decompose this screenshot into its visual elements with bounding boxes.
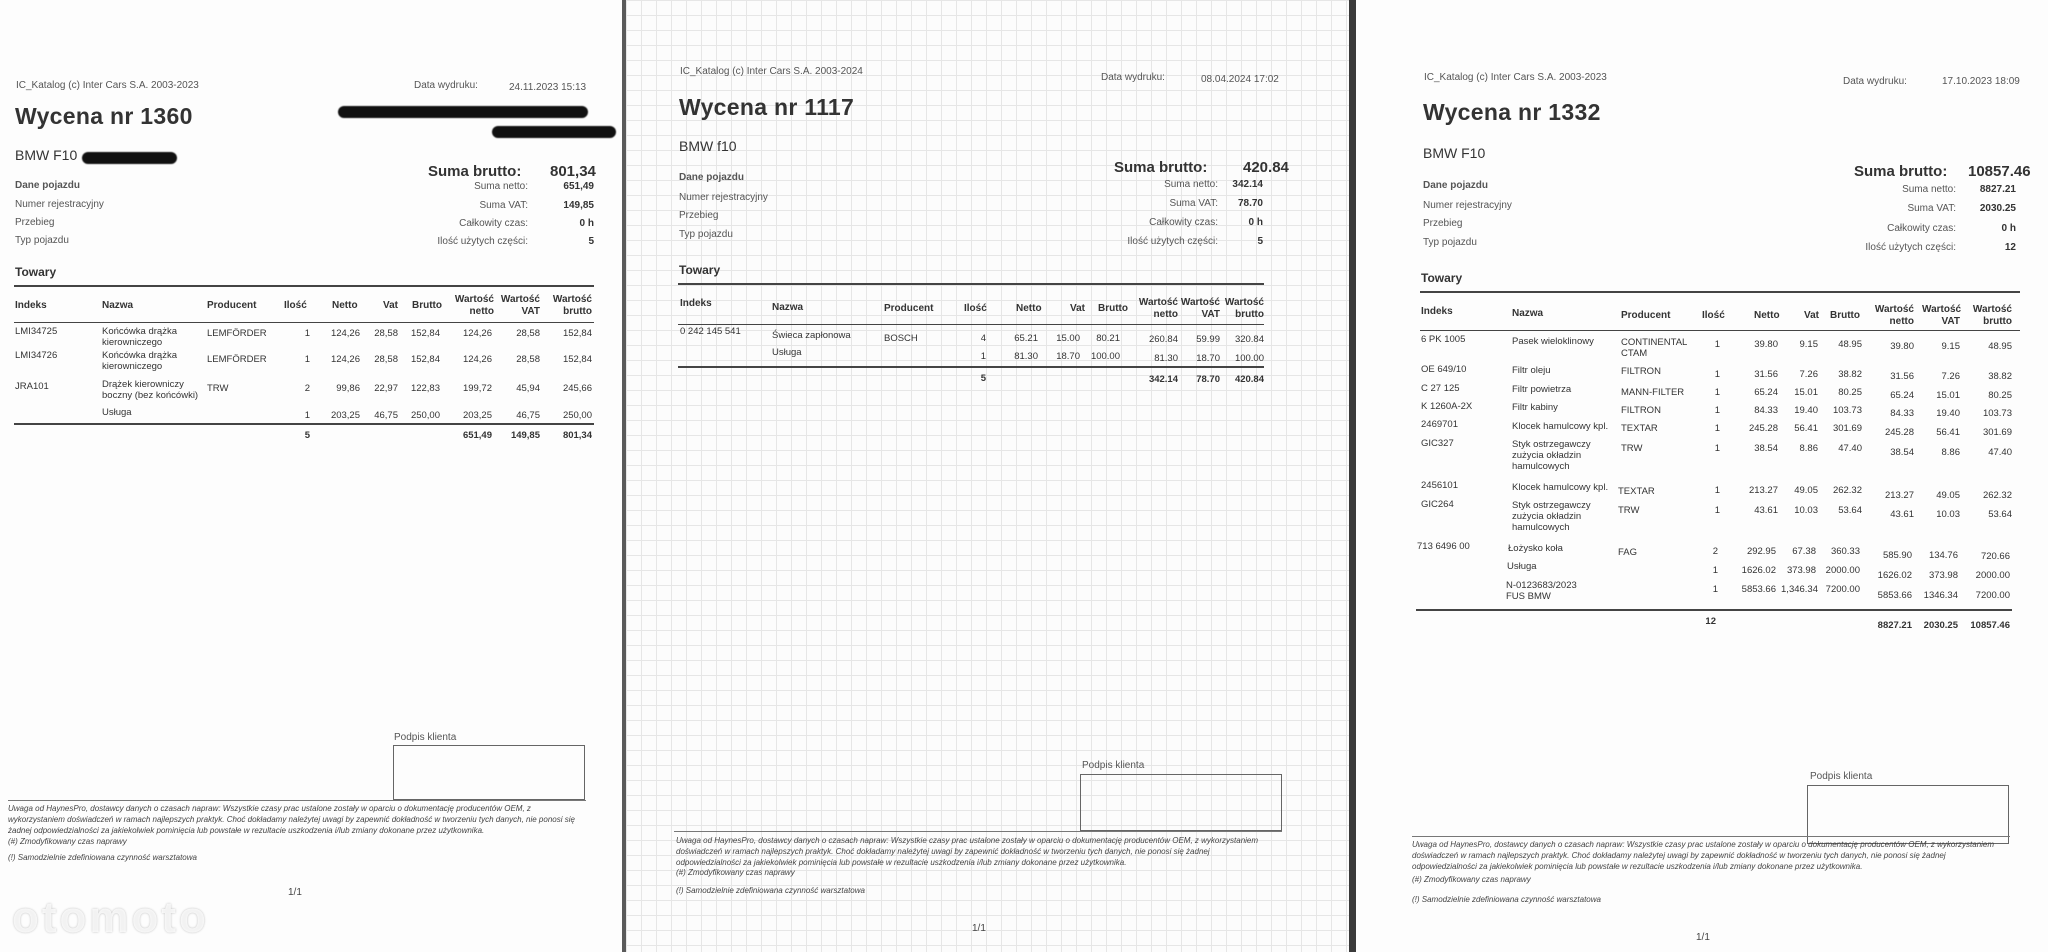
cell-value-vat: 373.98 [1928, 570, 1958, 581]
footer-note: Uwaga od HaynesPro, dostawcy danych o czasach napraw: Wszystkie czasy prac ustalone zostały w oparciu o dokumentację producentów OEM, z wykorzystaniem doświadczeń w ramach najlepszych praktyk. Choć dokładamy należytej uwagi by zapewnić dokładność w tworzeniu tych danych, nie ponosi się żadnej odpowiedzialności za jakiekolwiek pominięcia lub powstałe w rezultacie uszkodzenia i/lub zmiany dokonane przez użytkownika. [1412, 840, 1995, 871]
cell-vat: 373.98 [1786, 565, 1816, 576]
cell-netto: 39.80 [1754, 339, 1778, 350]
cell-value-brutto: 38.82 [1988, 371, 2012, 382]
total-vat: 78.70 [1196, 374, 1220, 385]
column-header: Indeks [1421, 306, 1453, 317]
goods-title: Towary [15, 265, 57, 279]
cell-value-brutto: 47.40 [1988, 447, 2012, 458]
cell-producer: TRW [1618, 505, 1640, 516]
cell-value-netto: 39.80 [1890, 341, 1914, 352]
signature-label: Podpis klienta [1810, 771, 1873, 782]
cell-value-vat: 56.41 [1936, 427, 1960, 438]
summary-label: Suma netto: [1902, 184, 1956, 195]
cell-qty: 1 [304, 328, 310, 339]
summary-label: Całkowity czas: [1149, 217, 1218, 228]
cell-qty: 1 [1714, 423, 1720, 434]
vehicle-field: Numer rejestracyjny [679, 192, 768, 203]
table-rule [678, 324, 1264, 325]
vehicle-field: Numer rejestracyjny [1423, 200, 1512, 211]
cell-value-netto: 124,26 [462, 354, 492, 365]
total-qty: 12 [1705, 616, 1716, 627]
cell-value-vat: 49.05 [1936, 490, 1960, 501]
cell-value-brutto: 720.66 [1980, 551, 2010, 562]
cell-qty: 1 [1714, 505, 1720, 516]
table-rule [14, 322, 594, 323]
cell-value-vat: 7.26 [1941, 371, 1960, 382]
signature-box [1080, 774, 1282, 831]
cell-qty: 1 [980, 351, 986, 362]
cell-netto: 38.54 [1754, 443, 1778, 454]
cell-value-vat: 28,58 [516, 354, 540, 365]
summary-label: Ilość użytych części: [1865, 242, 1956, 253]
cell-value-brutto: 100.00 [1234, 353, 1264, 364]
column-header: Nazwa [772, 302, 804, 313]
print-date: 08.04.2024 17:02 [1201, 74, 1279, 85]
summary-value: 78.70 [1237, 198, 1263, 209]
cell-qty: 1 [1714, 339, 1720, 350]
cell-name: Klocek hamulcowy kpl. [1512, 421, 1609, 432]
cell-value-vat: 28,58 [516, 328, 540, 339]
cell-value-vat: 1346.34 [1923, 590, 1958, 601]
cell-value-netto: 124,26 [462, 328, 492, 339]
table-rule [678, 366, 1264, 368]
vehicle-section: Dane pojazdu [679, 172, 745, 183]
goods-title: Towary [1421, 271, 1463, 285]
column-header: Wartość netto [454, 294, 494, 317]
print-date: 24.11.2023 15:13 [509, 82, 587, 93]
column-header: Ilość [964, 303, 987, 314]
column-header: Netto [1016, 303, 1042, 314]
cell-netto: 124,26 [330, 328, 360, 339]
column-header: Wartość VAT [500, 294, 540, 317]
cell-qty: 4 [980, 333, 986, 344]
column-header: Netto [1754, 310, 1780, 321]
vehicle-field: Przebieg [1423, 218, 1463, 229]
column-header: Nazwa [1512, 308, 1544, 319]
footer-note: (#) Zmodyfikowany czas naprawy [676, 868, 795, 877]
cell-vat: 9.15 [1799, 339, 1818, 350]
total-vat: 149,85 [510, 430, 540, 441]
summary-value: 0 h [2001, 223, 2016, 234]
cell-qty: 1 [1714, 485, 1720, 496]
cell-value-netto: 43.61 [1890, 509, 1914, 520]
cell-qty: 1 [304, 354, 310, 365]
quote-page-1360 [0, 0, 622, 952]
cell-value-vat: 45,94 [516, 383, 540, 394]
cell-netto: 65.21 [1014, 333, 1038, 344]
summary-value: 0 h [579, 218, 594, 229]
print-date-label: Data wydruku: [1101, 72, 1165, 83]
cell-value-brutto: 53.64 [1988, 509, 2012, 520]
column-header: Vat [1070, 303, 1086, 314]
cell-vat: 1,346.34 [1781, 584, 1818, 595]
sum-brutto-label: Suma brutto: [1114, 159, 1208, 176]
cell-brutto: 103.73 [1832, 405, 1862, 416]
cell-name: Końcówka drążka kierowniczego [102, 350, 177, 372]
signature-label: Podpis klienta [1082, 760, 1145, 771]
goods-title: Towary [679, 263, 721, 277]
summary-label: Suma VAT: [1907, 203, 1956, 214]
column-header: Nazwa [102, 300, 134, 311]
total-qty: 5 [980, 373, 986, 384]
column-header: Wartość brutto [1972, 304, 2012, 327]
cell-index: C 27 125 [1421, 383, 1460, 394]
cell-brutto: 301.69 [1832, 423, 1862, 434]
cell-index: LMI34725 [15, 326, 58, 337]
cell-producer: TEXTAR [1621, 423, 1658, 434]
total-netto: 342.14 [1148, 374, 1178, 385]
cell-vat: 67.38 [1792, 546, 1816, 557]
page-number: 1/1 [1696, 932, 1710, 943]
vehicle-field: Numer rejestracyjny [15, 199, 104, 210]
column-header: Wartość brutto [552, 294, 592, 317]
cell-name: Filtr oleju [1512, 365, 1551, 376]
car-model: BMW f10 [679, 138, 737, 154]
cell-value-netto: 199,72 [462, 383, 492, 394]
cell-value-brutto: 7200.00 [1975, 590, 2010, 601]
cell-value-brutto: 320.84 [1234, 334, 1264, 345]
summary-label: Suma VAT: [1169, 198, 1218, 209]
column-header: Ilość [284, 300, 307, 311]
column-header: Vat [1804, 310, 1820, 321]
cell-qty: 1 [1712, 584, 1718, 595]
cell-index: 2469701 [1421, 419, 1458, 430]
cell-producer: BOSCH [884, 333, 918, 344]
quote-page-1117 [626, 0, 1351, 952]
column-header: Brutto [1098, 303, 1128, 314]
sum-brutto-value: 801,34 [550, 163, 596, 180]
cell-index: OE 649/10 [1421, 364, 1467, 375]
cell-value-vat: 46,75 [516, 410, 540, 421]
cell-qty: 1 [1714, 405, 1720, 416]
cell-value-vat: 134.76 [1928, 550, 1958, 561]
cell-value-vat: 15.01 [1936, 390, 1960, 401]
total-brutto: 801,34 [562, 430, 592, 441]
summary-value: 2030.25 [1979, 203, 2016, 214]
cell-name: Usługa [102, 407, 132, 418]
cell-producer: FAG [1618, 547, 1638, 558]
summary-value: 149,85 [563, 200, 594, 211]
cell-value-brutto: 262.32 [1982, 490, 2012, 501]
cell-netto: 81.30 [1014, 351, 1038, 362]
cell-vat: 56.41 [1794, 423, 1818, 434]
vehicle-section: Dane pojazdu [1423, 180, 1489, 191]
cell-index: 713 6496 00 [1417, 541, 1470, 552]
quote-title: Wycena nr 1360 [15, 103, 193, 129]
summary-label: Suma netto: [1164, 179, 1218, 190]
cell-value-brutto: 152,84 [562, 354, 592, 365]
cell-producer: TRW [207, 383, 229, 394]
cell-producer: FILTRON [1621, 366, 1661, 377]
total-netto: 8827.21 [1877, 620, 1912, 631]
cell-value-netto: 260.84 [1148, 334, 1178, 345]
summary-value: 651,49 [563, 181, 594, 192]
cell-name: N-0123683/2023 FUS BMW [1506, 580, 1577, 602]
summary-label: Suma VAT: [479, 200, 528, 211]
catalog-label: IC_Katalog (c) Inter Cars S.A. 2003-2024 [680, 66, 863, 77]
cell-brutto: 7200.00 [1825, 584, 1860, 595]
cell-brutto: 2000.00 [1825, 565, 1860, 576]
cell-producer: FILTRON [1621, 405, 1661, 416]
cell-brutto: 152,84 [410, 354, 440, 365]
footer-note: Uwaga od HaynesPro, dostawcy danych o czasach napraw: Wszystkie czasy prac ustalone zostały w oparciu o dokumentację producentów OEM, z wykorzystaniem doświadczeń w ramach najlepszych praktyk. Choć dokładamy należytej uwagi by zapewnić dokładność w tworzeniu tych danych, nie ponosi się żadnej odpowiedzialności za jakiekolwiek pominięcia lub powstałe w rezultacie uszkodzenia i/lub zmiany dokonane przez użytkownika. [676, 836, 1259, 867]
summary-value: 12 [2004, 242, 2016, 253]
cell-value-vat: 9.15 [1941, 341, 1960, 352]
cell-netto: 43.61 [1754, 505, 1778, 516]
cell-qty: 2 [304, 383, 310, 394]
sum-brutto-value: 420.84 [1243, 159, 1289, 176]
footer-note: (#) Zmodyfikowany czas naprawy [1412, 875, 1531, 884]
cell-value-vat: 10.03 [1936, 509, 1960, 520]
column-header: Netto [332, 300, 358, 311]
cell-vat: 7.26 [1799, 369, 1818, 380]
table-rule [1420, 291, 2020, 293]
column-header: Wartość VAT [1922, 304, 1962, 327]
column-header: Indeks [680, 298, 712, 309]
summary-value: 342.14 [1232, 179, 1263, 190]
column-header: Vat [383, 300, 399, 311]
cell-index: GIC327 [1421, 438, 1454, 449]
table-rule [1420, 330, 2020, 331]
cell-vat: 15.01 [1794, 387, 1818, 398]
signature-label: Podpis klienta [394, 732, 457, 743]
cell-name: Końcówka drążka kierowniczego [102, 326, 177, 348]
cell-value-vat: 19.40 [1936, 408, 1960, 419]
cell-vat: 28,58 [374, 328, 398, 339]
cell-brutto: 250,00 [410, 410, 440, 421]
cell-name: Drążek kierowniczy boczny (bez końcówki) [102, 379, 199, 401]
cell-index: 0 242 145 541 [680, 326, 741, 337]
cell-vat: 8.86 [1799, 443, 1818, 454]
quote-page-1332 [1356, 0, 2048, 952]
cell-value-brutto: 2000.00 [1975, 570, 2010, 581]
page-number: 1/1 [288, 887, 302, 898]
total-qty: 5 [304, 430, 310, 441]
vehicle-field: Typ pojazdu [679, 229, 733, 240]
cell-netto: 99,86 [336, 383, 360, 394]
footer-rule [674, 831, 1282, 832]
column-header: Producent [1621, 310, 1671, 321]
cell-brutto: 262.32 [1832, 485, 1862, 496]
total-brutto: 10857.46 [1970, 620, 2010, 631]
cell-netto: 1626.02 [1741, 565, 1776, 576]
summary-label: Całkowity czas: [1887, 223, 1956, 234]
footer-note: Uwaga od HaynesPro, dostawcy danych o czasach napraw: Wszystkie czasy prac ustalone zostały w oparciu o dokumentację producentów OEM, z wykorzystaniem doświadczeń w ramach najlepszych praktyk. Choć dokładamy należytej uwagi by zapewnić dokładność w tworzeniu tych danych, nie ponosi się żadnej odpowiedzialności za jakiekolwiek pominięcia lub powstałe w rezultacie uszkodzenia i/lub zmiany dokonane przez użytkownika. [8, 804, 575, 835]
footer-note: (!) Samodzielnie zdefiniowana czynność warsztatowa [1412, 895, 1601, 904]
cell-vat: 19.40 [1794, 405, 1818, 416]
print-date-label: Data wydruku: [1843, 76, 1907, 87]
cell-producer: CONTINENTAL CTAM [1621, 337, 1687, 359]
cell-qty: 1 [1714, 387, 1720, 398]
total-brutto: 420.84 [1234, 374, 1264, 385]
vehicle-field: Typ pojazdu [15, 235, 69, 246]
cell-netto: 65.24 [1754, 387, 1778, 398]
cell-qty: 2 [1712, 546, 1718, 557]
cell-vat: 28,58 [374, 354, 398, 365]
quote-title: Wycena nr 1332 [1423, 99, 1601, 125]
cell-value-brutto: 48.95 [1988, 341, 2012, 352]
cell-value-netto: 65.24 [1890, 390, 1914, 401]
summary-label: Ilość użytych części: [1127, 236, 1218, 247]
car-model: BMW F10 [1423, 145, 1486, 161]
total-vat: 2030.25 [1923, 620, 1958, 631]
cell-producer: TEXTAR [1618, 486, 1655, 497]
sum-brutto-label: Suma brutto: [428, 163, 522, 180]
cell-value-netto: 38.54 [1890, 447, 1914, 458]
cell-name: Styk ostrzegawczy zużycia okładzin hamulcowych [1512, 500, 1591, 533]
cell-index: 2456101 [1421, 480, 1458, 491]
cell-netto: 292.95 [1746, 546, 1776, 557]
cell-value-netto: 203,25 [462, 410, 492, 421]
cell-name: Styk ostrzegawczy zużycia okładzin hamulcowych [1512, 439, 1591, 472]
vehicle-field: Przebieg [15, 217, 55, 228]
cell-name: Filtr powietrza [1512, 384, 1572, 395]
cell-brutto: 80.21 [1096, 333, 1120, 344]
cell-name: Pasek wieloklinowy [1512, 336, 1594, 347]
cell-value-brutto: 80.25 [1988, 390, 2012, 401]
cell-netto: 124,26 [330, 354, 360, 365]
cell-producer: TRW [1621, 443, 1643, 454]
cell-vat: 46,75 [374, 410, 398, 421]
catalog-label: IC_Katalog (c) Inter Cars S.A. 2003-2023 [1424, 72, 1607, 83]
print-date: 17.10.2023 18:09 [1942, 76, 2020, 87]
vehicle-field: Przebieg [679, 210, 719, 221]
footer-rule [8, 800, 586, 801]
cell-value-vat: 8.86 [1941, 447, 1960, 458]
cell-index: JRA101 [15, 381, 49, 392]
cell-qty: 1 [1714, 443, 1720, 454]
cell-qty: 1 [304, 410, 310, 421]
footer-note: (!) Samodzielnie zdefiniowana czynność warsztatowa [676, 886, 865, 895]
cell-vat: 15.00 [1056, 333, 1080, 344]
cell-name: Filtr kabiny [1512, 402, 1558, 413]
cell-netto: 31.56 [1754, 369, 1778, 380]
cell-vat: 49.05 [1794, 485, 1818, 496]
cell-value-brutto: 152,84 [562, 328, 592, 339]
cell-netto: 84.33 [1754, 405, 1778, 416]
column-header: Ilość [1702, 310, 1725, 321]
cell-name: Usługa [1507, 561, 1537, 572]
cell-netto: 245.28 [1748, 423, 1778, 434]
quote-title: Wycena nr 1117 [679, 94, 855, 120]
cell-brutto: 47.40 [1838, 443, 1862, 454]
cell-value-brutto: 103.73 [1982, 408, 2012, 419]
sum-brutto-label: Suma brutto: [1854, 163, 1948, 180]
column-header: Wartość netto [1874, 304, 1914, 327]
cell-netto: 5853.66 [1741, 584, 1776, 595]
column-header: Wartość brutto [1224, 297, 1264, 320]
cell-brutto: 53.64 [1838, 505, 1862, 516]
table-rule [1416, 609, 2012, 611]
cell-name: Świeca zapłonowa [772, 330, 851, 341]
summary-label: Suma netto: [474, 181, 528, 192]
cell-value-netto: 84.33 [1890, 408, 1914, 419]
cell-value-brutto: 301.69 [1982, 427, 2012, 438]
table-rule [678, 283, 1264, 285]
cell-brutto: 100.00 [1090, 351, 1120, 362]
print-date-label: Data wydruku: [414, 80, 478, 91]
cell-producer: LEMFÖRDER [207, 328, 267, 339]
cell-name: Usługa [772, 347, 802, 358]
cell-value-netto: 81.30 [1154, 353, 1178, 364]
cell-index: LMI34726 [15, 350, 58, 361]
cell-index: GIC264 [1421, 499, 1454, 510]
column-header: Wartość netto [1138, 297, 1178, 320]
cell-value-netto: 1626.02 [1877, 570, 1912, 581]
cell-name: Klocek hamulcowy kpl. [1512, 482, 1609, 493]
cell-brutto: 152,84 [410, 328, 440, 339]
cell-value-netto: 5853.66 [1877, 590, 1912, 601]
summary-value: 5 [1257, 236, 1263, 247]
page-edge [1349, 0, 1356, 952]
column-header: Producent [207, 300, 257, 311]
cell-index: 6 PK 1005 [1421, 334, 1466, 345]
table-rule [14, 285, 594, 287]
cell-vat: 22,97 [374, 383, 398, 394]
cell-brutto: 80.25 [1838, 387, 1862, 398]
cell-value-netto: 213.27 [1884, 490, 1914, 501]
cell-value-netto: 585.90 [1882, 550, 1912, 561]
column-header: Wartość VAT [1180, 297, 1220, 320]
sum-brutto-value: 10857.46 [1968, 163, 2031, 180]
cell-brutto: 48.95 [1838, 339, 1862, 350]
summary-value: 0 h [1248, 217, 1263, 228]
summary-value: 5 [588, 236, 594, 247]
cell-producer: MANN-FILTER [1621, 387, 1685, 398]
catalog-label: IC_Katalog (c) Inter Cars S.A. 2003-2023 [16, 80, 199, 91]
footer-note: (!) Samodzielnie zdefiniowana czynność warsztatowa [8, 853, 197, 862]
cell-qty: 1 [1712, 565, 1718, 576]
column-header: Indeks [15, 300, 47, 311]
car-model: BMW F10 [15, 147, 78, 163]
footer-rule [1412, 836, 2010, 837]
cell-value-netto: 31.56 [1890, 371, 1914, 382]
page-number: 1/1 [972, 923, 986, 934]
cell-name: Łożysko koła [1508, 543, 1563, 554]
cell-netto: 203,25 [330, 410, 360, 421]
summary-label: Całkowity czas: [459, 218, 528, 229]
watermark: otomoto [12, 893, 209, 942]
cell-value-vat: 18.70 [1196, 353, 1220, 364]
cell-index: K 1260A-2X [1421, 401, 1473, 412]
cell-value-brutto: 245,66 [562, 383, 592, 394]
summary-value: 8827.21 [1979, 184, 2016, 195]
cell-brutto: 360.33 [1830, 546, 1860, 557]
column-header: Brutto [412, 300, 442, 311]
cell-producer: LEMFÖRDER [207, 354, 267, 365]
vehicle-field: Typ pojazdu [1423, 237, 1477, 248]
cell-vat: 10.03 [1794, 505, 1818, 516]
column-header: Producent [884, 303, 934, 314]
total-netto: 651,49 [462, 430, 492, 441]
vehicle-section: Dane pojazdu [15, 180, 81, 191]
cell-value-brutto: 250,00 [562, 410, 592, 421]
cell-brutto: 38.82 [1838, 369, 1862, 380]
column-header: Brutto [1830, 310, 1860, 321]
cell-value-netto: 245.28 [1884, 427, 1914, 438]
cell-brutto: 122,83 [410, 383, 440, 394]
cell-qty: 1 [1714, 369, 1720, 380]
summary-label: Ilość użytych części: [437, 236, 528, 247]
signature-box [393, 745, 585, 800]
cell-vat: 18.70 [1056, 351, 1080, 362]
cell-netto: 213.27 [1748, 485, 1778, 496]
table-rule [14, 423, 594, 425]
cell-value-vat: 59.99 [1196, 334, 1220, 345]
footer-note: (#) Zmodyfikowany czas naprawy [8, 837, 127, 846]
